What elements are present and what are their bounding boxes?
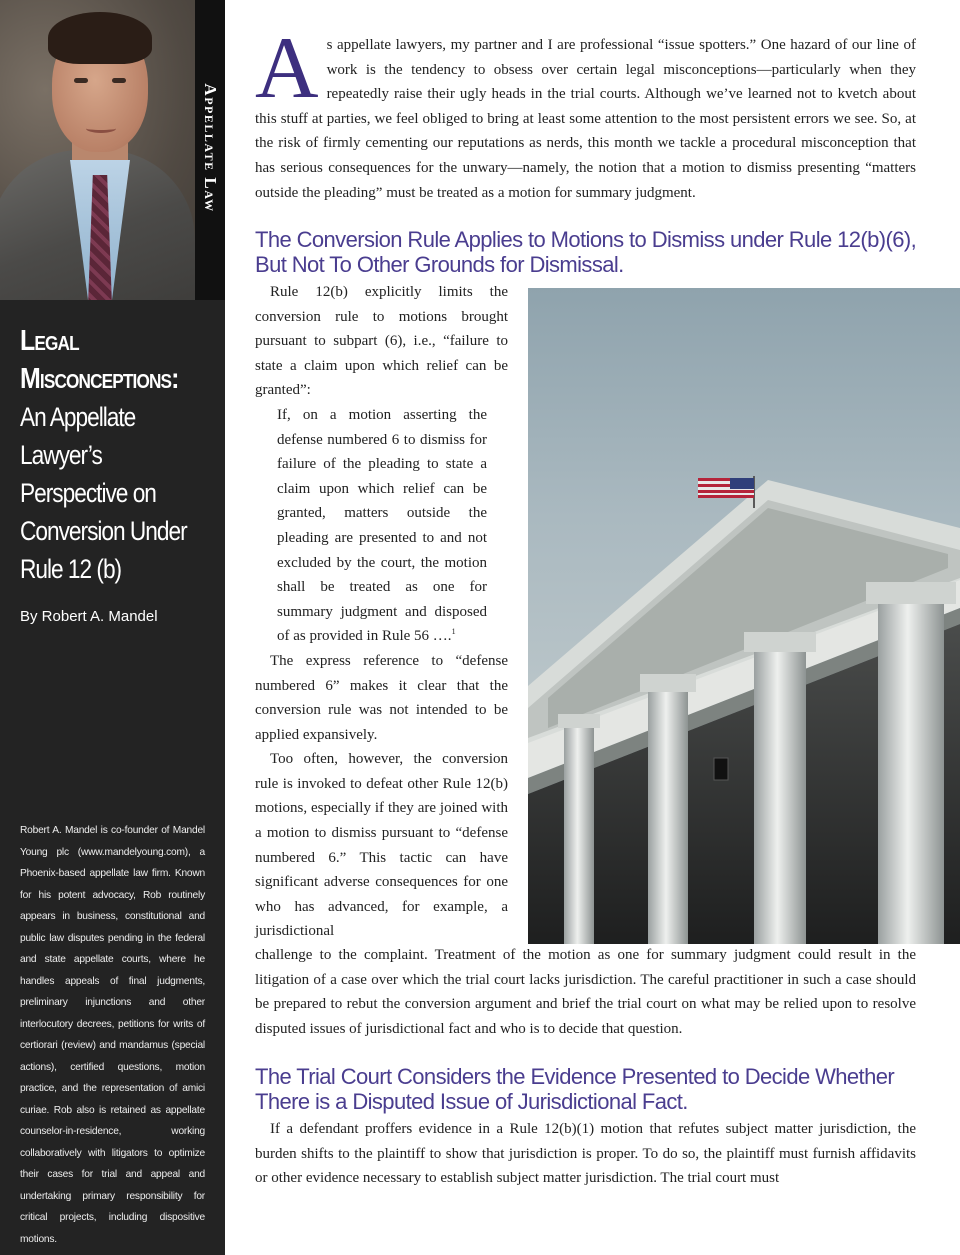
intro-paragraph bbox=[255, 20, 916, 205]
paragraph: The express reference to “defense numbered 6” makes it clear that the conversion rule was not intended to be applied expansively. bbox=[255, 652, 508, 743]
drop-cap: A bbox=[255, 20, 319, 117]
article-title bbox=[20, 322, 215, 588]
author-bio: Robert A. Mandel is co-founder of Mandel Young plc (www.mandelyoung.com), a Phoenix-based appellate law firm. Known for his potent advocacy, Rob routinely appears in business, constitutional and public law disputes pending in the federal and state appellate courts, where he handles appeals of final judgments, preliminary injunctions and other interlocutory decrees, petitions for writs of certiorari (review) and mandamus (special actions), certified questions, motion practice, and the representation of amici curiae. Rob also is retained as appellate counselor-in-residence, working collaboratively with litigators to optimize their cases for trial and appeal and undertaking primary responsibility for critical projects, including dispositive motions. bbox=[20, 825, 205, 1245]
paragraph: Rule 12(b) explicitly limits the conversion rule to motions brought pursuant to subpart (6), i.e., “failure to state a claim upon which relief can be granted”: bbox=[255, 284, 508, 399]
subtitle-line: Lawyer’s bbox=[20, 440, 102, 470]
block-quote bbox=[277, 403, 487, 649]
title-line-1: Legal bbox=[20, 325, 79, 357]
continued-paragraph: challenge to the complaint. Treatment of the motion as one for summary judgment could result in the litigation of a case over which the trial court lacks jurisdiction. The careful practitioner in such a case should be prepared to rebut the conversion argument and brief the trial court on what may be relied upon to resolve disputed issues of jurisdictional fact and who is to decide that question. bbox=[255, 947, 916, 1037]
quote-text: If, on a motion asserting the defense numbered 6 to dismiss for failure of the pleading to state a claim upon which relief can be granted, matters outside the pleading are presented to and not excluded by the court, the motion shall be treated as one for summary judgment and disposed of as provided in Rule 56 …. bbox=[277, 406, 487, 645]
subtitle-line: Perspective on bbox=[20, 478, 156, 508]
narrow-column bbox=[255, 280, 508, 944]
section-label: Appellate Law bbox=[201, 83, 220, 213]
title-line-2: Misconceptions: bbox=[20, 363, 179, 395]
subtitle-line: Rule 12 (b) bbox=[20, 554, 122, 584]
courthouse-illustration bbox=[528, 288, 960, 944]
subtitle-line: An Appellate bbox=[20, 402, 136, 432]
paragraph: If a defendant proffers evidence in a Rule 12(b)(1) motion that refutes subject matter jurisdiction, the burden shifts to the plaintiff to show that jurisdiction is proper. To do so, the plaintiff must furnish affidavits or other evidence necessary to establish subject matter jurisdiction. The trial court must bbox=[255, 1121, 916, 1187]
intro-text: s appellate lawyers, my partner and I are professional “issue spotters.” One hazard of our line of work is the tendency to obsess over certain legal misconceptions—particularly when they repeatedly raise their ugly heads in the trial courts. Although we’ve learned not to kvetch about this stuff at parties, we feel obliged to bring at least some attention to the most persistent errors we see. So, at the risk of firmly cementing our reputations as nerds, this month we tackle a procedural misconception that has serious consequences for the unwary—namely, the notion that a motion to dismiss presenting “matters outside the pleading” must be treated as a motion for summary judgment. bbox=[255, 37, 916, 201]
paragraph: Too often, however, the conversion rule is invoked to defeat other Rule 12(b) motions, especially if they are joined with a motion to dismiss pursuant to “defense numbered 6.” This tactic can have significant adverse consequences for one who has advanced, for example, a jurisdictional bbox=[255, 751, 508, 940]
byline: By Robert A. Mandel bbox=[20, 608, 158, 625]
sidebar bbox=[0, 0, 225, 1255]
section-heading-1: The Conversion Rule Applies to Motions to Dismiss under Rule 12(b)(6), But Not To Other Grounds for Dismissal. bbox=[255, 227, 917, 277]
article-subtitle bbox=[20, 398, 215, 588]
footnote-mark: 1 bbox=[451, 627, 456, 637]
section-heading-2: The Trial Court Considers the Evidence Presented to Decide Whether There is a Disputed Issue of Jurisdictional Fact. bbox=[255, 1064, 895, 1114]
subtitle-line: Conversion Under bbox=[20, 516, 187, 546]
courthouse-photo bbox=[528, 288, 960, 944]
author-photo bbox=[0, 0, 225, 300]
